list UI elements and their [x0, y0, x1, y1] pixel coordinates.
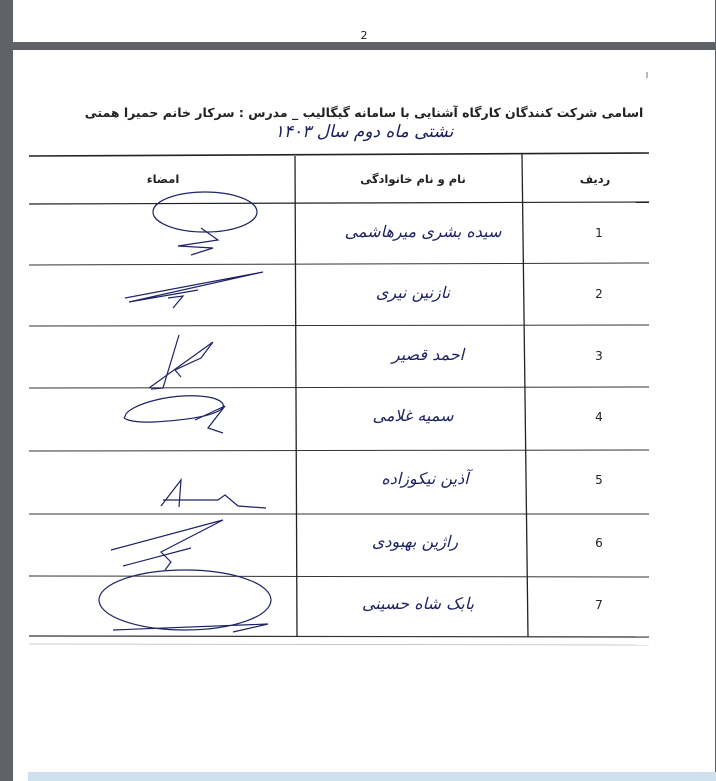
- previous-page-bottom: [13, 0, 715, 42]
- header-row-number: ردیف: [579, 172, 611, 186]
- viewer-bottom-strip: [28, 772, 716, 781]
- table-top-border: [29, 153, 649, 156]
- row-number: 3: [595, 349, 603, 363]
- column-divider: [295, 156, 297, 637]
- signature-4: [124, 396, 225, 433]
- participant-name: راژین بهبودی: [371, 532, 459, 551]
- table-bottom-border: [29, 636, 649, 637]
- participant-name: احمد قصیر: [391, 345, 465, 364]
- signature-3: [149, 335, 213, 389]
- header-full-name: نام و نام خانوادگی: [360, 172, 466, 186]
- row-divider: [29, 387, 649, 388]
- document-title: اسامی شرکت کنندگان کارگاه آشنایی با سامانه گیگالیب _ مدرس : سرکار خانم حمیرا همتی: [84, 105, 644, 120]
- row-divider: [29, 450, 649, 451]
- document-page: [13, 50, 715, 781]
- row-divider: [29, 325, 649, 326]
- header-signature: امضاء: [146, 172, 180, 186]
- row-number: 6: [595, 536, 603, 550]
- signature-5: [161, 480, 266, 508]
- row-number: 4: [595, 410, 603, 424]
- header-divider: [29, 202, 649, 204]
- page-number: 2: [360, 29, 368, 42]
- participant-name: نازنین نیری: [375, 283, 451, 302]
- signatures: [99, 192, 271, 632]
- row-divider: [29, 263, 649, 265]
- participant-name: سمیه غلامی: [372, 406, 454, 425]
- row-number: 2: [595, 287, 603, 301]
- signature-7: [99, 570, 271, 632]
- signature-1: [153, 192, 257, 255]
- signature-2: [125, 272, 263, 308]
- participant-name: آذین نیکوزاده: [381, 469, 469, 488]
- handwritten-subtitle: نشتی ماه دوم سال ۱۴۰۳: [274, 122, 454, 142]
- row-divider: [29, 576, 649, 577]
- row-number: 5: [595, 473, 603, 487]
- participant-name: بابک شاه حسینی: [361, 594, 475, 613]
- faint-bottom-line: [29, 644, 649, 645]
- row-number: 7: [595, 598, 603, 612]
- signature-6: [111, 520, 223, 570]
- participant-name: سیده بشری میرهاشمی: [344, 222, 502, 241]
- row-number: 1: [595, 226, 603, 240]
